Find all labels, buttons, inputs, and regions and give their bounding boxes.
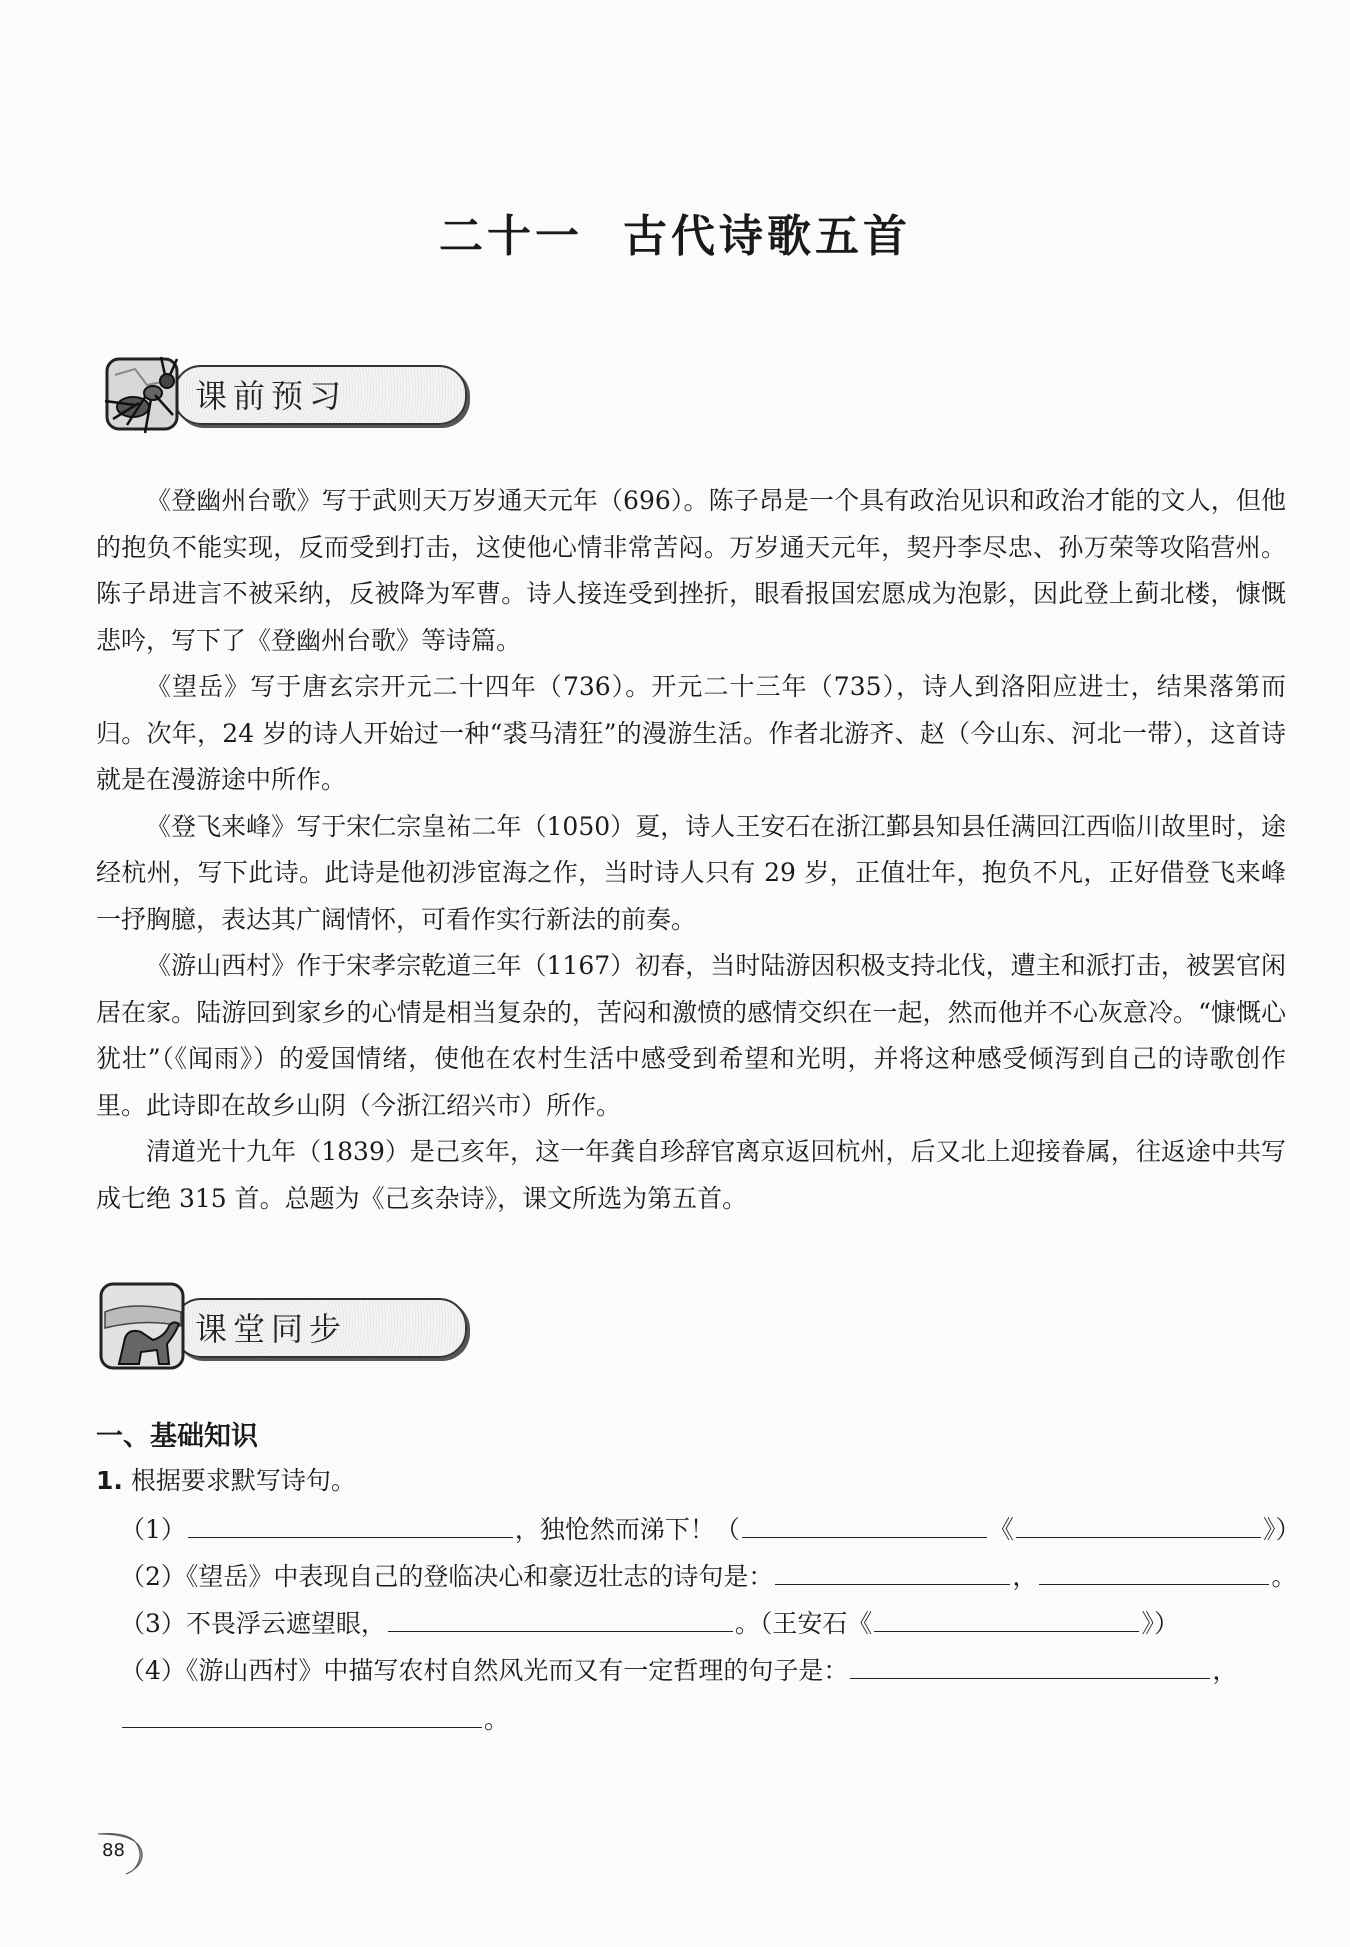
item-2-text: （2）《望岳》中表现自己的登临决心和豪迈壮志的诗句是： [120,1562,774,1591]
answer-blank[interactable] [188,1511,513,1538]
paragraph: 《登幽州台歌》写于武则天万岁通天元年（696）。陈子昂是一个具有政治见识和政治才能的文人，但他的抱负不能实现，反而受到打击，这使他心情非常苦闷。万岁通天元年，契丹李尽忠、孙万荣等攻陷营州。陈子昂进言不被采纳，反被降为军曹。诗人接连受到挫折，眼看报国宏愿成为泡影，因此登上蓟北楼，慷慨悲吟，写下了《登幽州台歌》等诗篇。 [96,486,1286,655]
answer-blank[interactable] [850,1652,1210,1679]
lesson-title [0,200,1350,264]
preview-text [96,478,1286,1222]
question-1-item-3 [120,1604,1179,1640]
question-1-item-1 [120,1510,1300,1546]
section-label-class: 课堂同步 [195,1310,348,1348]
answer-blank-poem-title[interactable] [1016,1511,1261,1538]
ant-illustration-icon [95,345,195,445]
question-1-item-2 [120,1557,1296,1593]
item-1-number: （1） [120,1515,186,1544]
answer-blank[interactable] [122,1701,482,1728]
item-1-text: ，独怆然而涕下！（ [514,1515,740,1544]
item-2-comma: ， [1012,1562,1038,1591]
question-1-title [96,1461,356,1497]
paragraph: 《登飞来峰》写于宋仁宗皇祐二年（1050）夏，诗人王安石在浙江鄞县知县任满回江西临川故里时，途经杭州，写下此诗。此诗是他初涉宦海之作，当时诗人只有 29 岁，正值壮年，抱负不凡，正好借登飞来峰一抒胸臆，表达其广阔情怀，可看作实行新法的前奏。 [96,811,1286,934]
page-number-badge [92,1826,152,1876]
item-4-end: 。 [484,1705,510,1734]
question-text: 根据要求默写诗句。 [130,1466,356,1495]
item-4-comma: ， [1212,1656,1238,1685]
item-3-mid: 。（王安石《 [734,1609,873,1638]
question-number: 1. [96,1466,123,1495]
item-2-end: 。 [1271,1562,1297,1591]
section-header-preview [95,345,395,445]
paragraph: 清道光十九年（1839）是己亥年，这一年龚自珍辞官离京返回杭州，后又北上迎接眷属，往返途中共写成七绝 315 首。总题为《己亥杂诗》，课文所选为第五首。 [96,1137,1286,1213]
paragraph: 《游山西村》作于宋孝宗乾道三年（1167）初春，当时陆游因积极支持北伐，遭主和派打击，被罢官闲居在家。陆游回到家乡的心情是相当复杂的，苦闷和激愤的感情交织在一起，然而他并不心灰意冷。“慷慨心犹壮”（《闻雨》）的爱国情绪，使他在农村生活中感受到希望和光明，并将这种感受倾泻到自己的诗歌创作里。此诗即在故乡山阴（今浙江绍兴市）所作。 [96,951,1286,1120]
answer-blank[interactable] [1039,1558,1269,1585]
item-4-text: （4）《游山西村》中描写农村自然风光而又有一定哲理的句子是： [120,1656,849,1685]
item-3-close: 》） [1141,1609,1179,1638]
dinosaur-illustration-icon [95,1278,195,1378]
subheading-basic-knowledge: 一、基础知识 [96,1421,258,1452]
lesson-number: 二十一 [439,211,583,262]
question-1-item-4-continued [120,1700,509,1736]
section-header-class [95,1278,395,1378]
answer-blank-author[interactable] [742,1511,987,1538]
paragraph: 《望岳》写于唐玄宗开元二十四年（736）。开元二十三年（735），诗人到洛阳应进士，结果落第而归。次年，24 岁的诗人开始过一种“裘马清狂”的漫游生活。作者北游齐、赵（今山东、河北一带），这首诗就是在漫游途中所作。 [96,672,1286,794]
item-3-text: （3）不畏浮云遮望眼， [120,1609,386,1638]
answer-blank-poem-title[interactable] [874,1605,1139,1632]
lesson-name: 古代诗歌五首 [623,211,911,262]
section-label-preview: 课前预习 [195,377,348,415]
answer-blank[interactable] [388,1605,733,1632]
page-number: 88 [102,1840,125,1861]
answer-blank[interactable] [775,1558,1010,1585]
question-1-item-4 [120,1651,1237,1687]
book-title-open: 《 [988,1515,1014,1544]
book-title-close: 》） [1262,1515,1301,1544]
